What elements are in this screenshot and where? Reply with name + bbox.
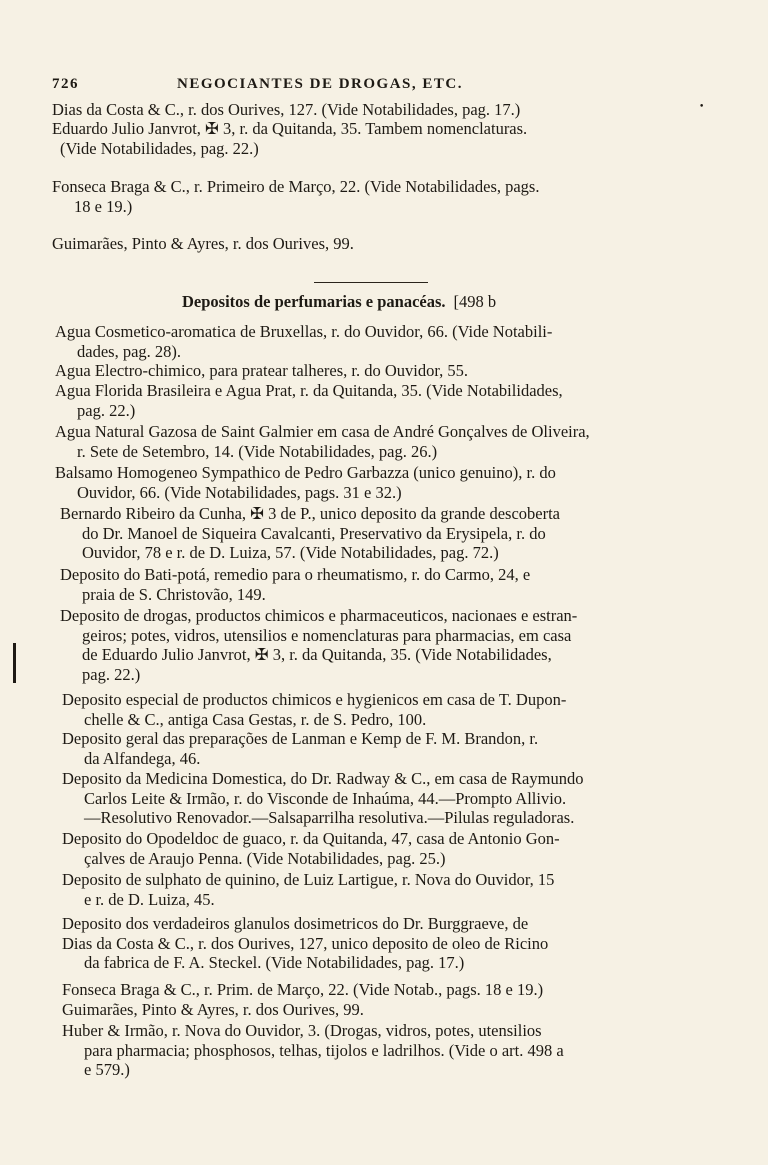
print-speck: • xyxy=(699,102,705,112)
list-item xyxy=(60,606,577,684)
list-item xyxy=(55,463,556,502)
entry-line: Dias da Costa & C., r. dos Ourives, 127, unico deposito de oleo de Ricino xyxy=(62,933,549,953)
entry-line: Deposito da Medicina Domestica, do Dr. Radway & C., em casa de Raymundo xyxy=(62,769,584,788)
entry-line: Guimarães, Pinto & Ayres, r. dos Ourives, 99. xyxy=(52,234,354,253)
list-item xyxy=(60,565,530,604)
entry-line: 18 e 19.) xyxy=(74,196,133,216)
entry-line: da Alfandega, 46. xyxy=(84,748,201,768)
entry-line: Eduardo Julio Janvrot, ✠ 3, r. da Quitanda, 35. Tambem nomenclaturas. xyxy=(52,119,528,138)
list-item xyxy=(60,504,560,563)
entry-line: e r. de D. Luiza, 45. xyxy=(84,889,215,909)
section-title: Depositos de perfumarias e panacéas. xyxy=(182,292,446,311)
list-item xyxy=(62,1021,564,1080)
running-title: NEGOCIANTES DE DROGAS, ETC. xyxy=(177,76,463,92)
margin-mark xyxy=(13,643,16,683)
entry-line: da fabrica de F. A. Steckel. (Vide Notabilidades, pag. 17.) xyxy=(84,953,465,972)
page-number: 726 xyxy=(52,76,79,92)
list-item xyxy=(62,870,554,909)
entry-line: de Eduardo Julio Janvrot, ✠ 3, r. da Quitanda, 35. (Vide Notabilidades, xyxy=(82,645,552,664)
list-item xyxy=(55,422,590,461)
entry-line: (Vide Notabilidades, pag. 22.) xyxy=(60,138,259,158)
entry-line: Agua Cosmetico-aromatica de Bruxellas, r. do Ouvidor, 66. (Vide Notabili- xyxy=(55,322,553,341)
entry-line: dades, pag. 28). xyxy=(77,341,182,361)
entry-line: Bernardo Ribeiro da Cunha, ✠ 3 de P., unico deposito da grande descoberta xyxy=(60,504,560,523)
entry-line: pag. 22.) xyxy=(77,400,136,420)
entry-line: Deposito dos verdadeiros glanulos dosimetricos do Dr. Burggraeve, de xyxy=(62,914,529,933)
entry-line: Ouvidor, 66. (Vide Notabilidades, pags. 31 e 32.) xyxy=(77,482,402,502)
entry-line: para pharmacia; phosphosos, telhas, tijolos e ladrilhos. (Vide o art. 498 a xyxy=(84,1040,564,1060)
entry-line: geiros; potes, vidros, utensilios e nomenclaturas para pharmacias, em casa xyxy=(82,625,572,645)
entry-line: Balsamo Homogeneo Sympathico de Pedro Garbazza (unico genuino), r. do xyxy=(55,463,556,482)
entry-line: Ouvidor, 78 e r. de D. Luiza, 57. (Vide Notabilidades, pag. 72.) xyxy=(82,543,499,562)
list-item xyxy=(55,322,552,361)
entry-line: Fonseca Braga & C., r. Prim. de Março, 22. (Vide Notab., pags. 18 e 19.) xyxy=(62,980,544,999)
entry-line: Deposito do Opodeldoc de guaco, r. da Quitanda, 47, casa de Antonio Gon- xyxy=(62,829,560,848)
entry-line: —Resolutivo Renovador.—Salsaparrilha resolutiva.—Pilulas reguladoras. xyxy=(84,808,575,827)
entry-line: praia de S. Christovão, 149. xyxy=(82,584,266,604)
entry-line: Deposito de sulphato de quinino, de Luiz Lartigue, r. Nova do Ouvidor, 15 xyxy=(62,870,555,889)
entry-line: do Dr. Manoel de Siqueira Cavalcanti, Preservativo da Erysipela, r. do xyxy=(82,523,546,543)
list-item xyxy=(52,234,354,254)
list-item xyxy=(62,980,543,1000)
entry-line: Agua Florida Brasileira e Agua Prat, r. da Quitanda, 35. (Vide Notabilidades, xyxy=(55,381,563,400)
entry-line: Deposito do Bati-potá, remedio para o rheumatismo, r. do Carmo, 24, e xyxy=(60,565,531,584)
list-item xyxy=(52,177,539,216)
entry-line: Deposito especial de productos chimicos e hygienicos em casa de T. Dupon- xyxy=(62,690,567,709)
entry-line: Deposito geral das preparações de Lanman e Kemp de F. M. Brandon, r. xyxy=(62,729,539,748)
list-item xyxy=(62,829,560,868)
list-item xyxy=(62,769,583,828)
entry-line: Agua Electro-chimico, para pratear talheres, r. do Ouvidor, 55. xyxy=(55,361,469,380)
list-item xyxy=(55,361,468,381)
section-heading xyxy=(182,292,496,312)
entry-line: chelle & C., antiga Casa Gestas, r. de S. Pedro, 100. xyxy=(84,709,427,729)
entry-line: Huber & Irmão, r. Nova do Ouvidor, 3. (Drogas, vidros, potes, utensilios xyxy=(62,1021,542,1040)
entry-line: Carlos Leite & Irmão, r. do Visconde de Inhaúma, 44.—Prompto Allivio. xyxy=(84,788,567,808)
entry-line: Dias da Costa & C., r. dos Ourives, 127. (Vide Notabilidades, pag. 17.) xyxy=(52,100,521,119)
section-divider xyxy=(314,282,428,283)
entry-line: Fonseca Braga & C., r. Primeiro de Março, 22. (Vide Notabilidades, pags. xyxy=(52,177,540,196)
list-item xyxy=(62,1000,364,1020)
list-item xyxy=(62,729,538,768)
entry-line: pag. 22.) xyxy=(82,664,141,684)
page-header xyxy=(52,76,702,96)
list-item xyxy=(62,690,566,729)
entry-line: Guimarães, Pinto & Ayres, r. dos Ourives, 99. xyxy=(62,1000,364,1019)
list-item xyxy=(52,100,520,120)
entry-line: e 579.) xyxy=(84,1060,130,1079)
list-item xyxy=(55,381,563,420)
list-item xyxy=(62,914,548,973)
list-item xyxy=(52,119,527,158)
section-ref: [498 b xyxy=(453,292,497,311)
entry-line: r. Sete de Setembro, 14. (Vide Notabilidades, pag. 26.) xyxy=(77,441,438,461)
entry-line: Deposito de drogas, productos chimicos e pharmaceuticos, nacionaes e estran- xyxy=(60,606,578,625)
entry-line: Agua Natural Gazosa de Saint Galmier em casa de André Gonçalves de Oliveira, xyxy=(55,422,590,441)
entry-line: çalves de Araujo Penna. (Vide Notabilidades, pag. 25.) xyxy=(84,848,446,868)
